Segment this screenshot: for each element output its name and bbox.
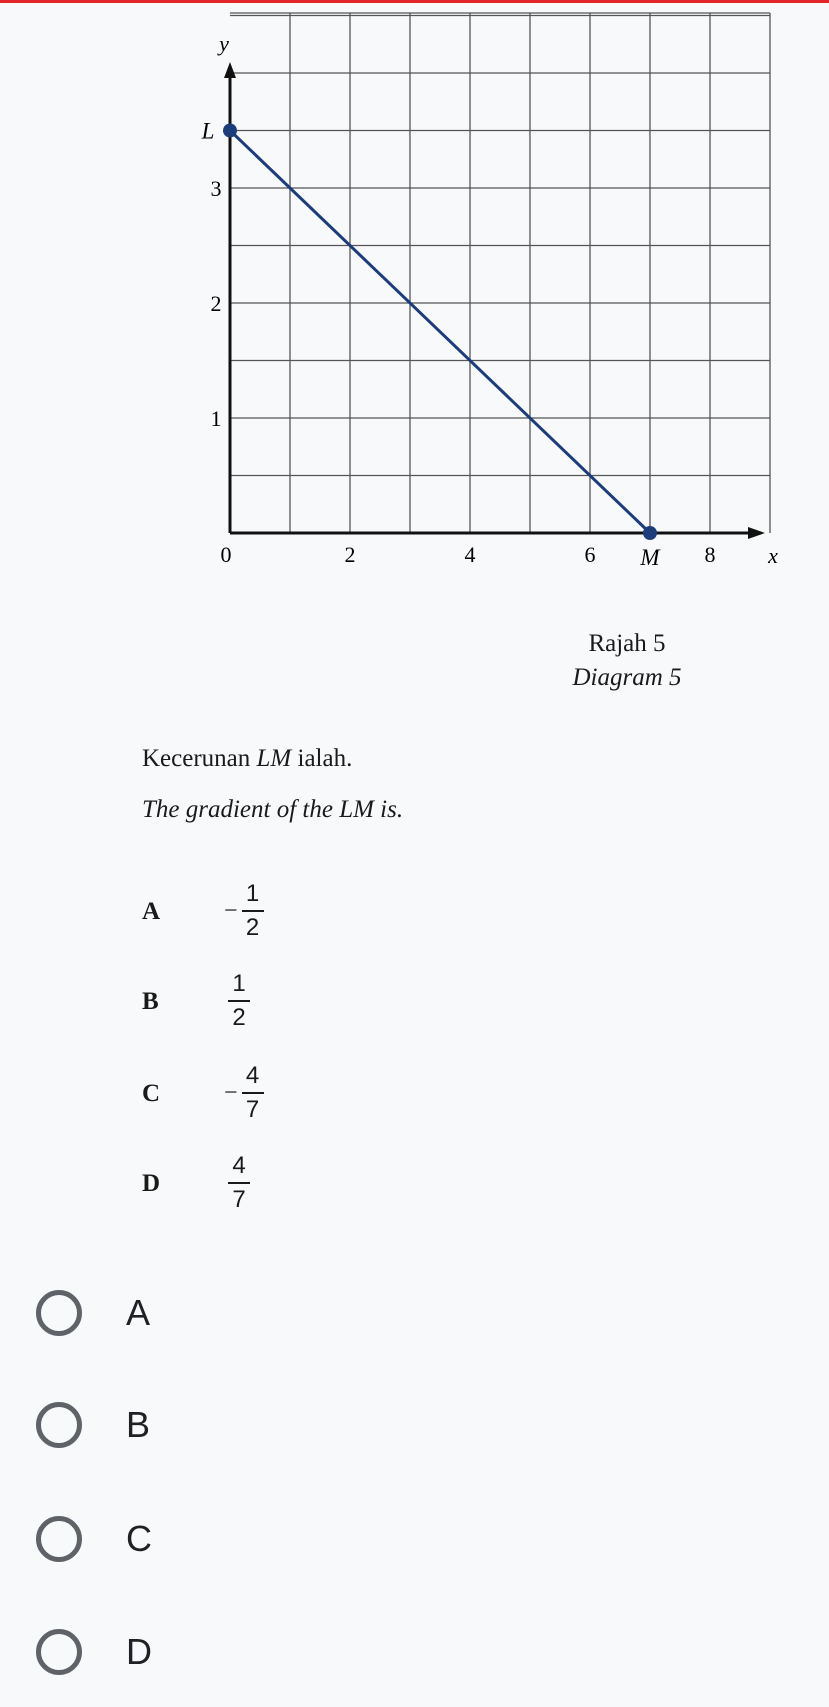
radio-label[interactable]: B [126,1404,151,1445]
point-l [223,124,237,138]
choice-fraction [224,876,264,946]
radio-button[interactable] [36,1516,82,1562]
question-malay [142,745,352,773]
diagram-graph [0,0,829,600]
caption-english: Diagram 5 [572,664,682,691]
choice-fraction [224,1058,264,1128]
fraction-bar [228,1000,250,1002]
choice-letter: C [142,1080,161,1107]
choice-fraction [224,966,250,1036]
fraction-sign: − [224,897,238,924]
x-tick-label: 8 [704,542,716,567]
radio-label[interactable]: D [126,1631,152,1672]
radio-option-b[interactable] [36,1390,150,1460]
question-malay-suffix: ialah. [297,745,353,772]
choice-fraction [224,1148,250,1218]
fraction-numerator: 1 [245,880,260,907]
y-axis-label: y [219,31,229,56]
choice-letter: B [142,988,159,1015]
y-tick-label: 2 [210,291,222,316]
y-axis-arrow [224,62,236,78]
fraction-bar [242,910,264,912]
x-tick-label: 0 [220,542,232,567]
fraction-denominator: 2 [232,1004,246,1031]
radio-option-d[interactable] [36,1617,152,1687]
x-tick-label: 6 [584,542,596,567]
line-lm [230,131,650,534]
fraction-numerator: 4 [232,1152,246,1179]
question-segment: LM [256,745,292,772]
choice-letter: D [142,1170,161,1197]
radio-button[interactable] [36,1290,82,1336]
question-english: The gradient of the LM is. [142,796,404,823]
choice-letter: A [142,898,161,925]
x-tick-label: 4 [464,542,476,567]
point-label-l: L [201,118,215,144]
fraction-numerator: 4 [245,1062,260,1089]
x-axis-label: x [768,543,778,568]
x-axis-arrow [748,527,765,539]
caption-malay: Rajah 5 [588,630,666,657]
radio-button[interactable] [36,1402,82,1448]
fraction-bar [242,1092,264,1094]
fraction-sign: − [224,1079,238,1106]
fraction-numerator: 1 [232,970,246,997]
radio-option-c[interactable] [36,1504,152,1574]
y-tick-label: 3 [210,176,222,201]
fraction-bar [228,1182,250,1184]
radio-label[interactable]: C [126,1518,152,1559]
fraction-denominator: 7 [245,1096,260,1123]
question-malay-prefix: Kecerunan [142,745,251,772]
radio-option-a[interactable] [36,1278,150,1348]
point-m [643,526,657,540]
y-tick-label: 1 [210,406,222,431]
radio-label[interactable]: A [126,1292,151,1333]
fraction-denominator: 7 [232,1186,246,1213]
fraction-denominator: 2 [245,914,260,941]
radio-button[interactable] [36,1629,82,1675]
x-tick-label: 2 [344,542,356,567]
point-label-m: M [640,545,660,570]
